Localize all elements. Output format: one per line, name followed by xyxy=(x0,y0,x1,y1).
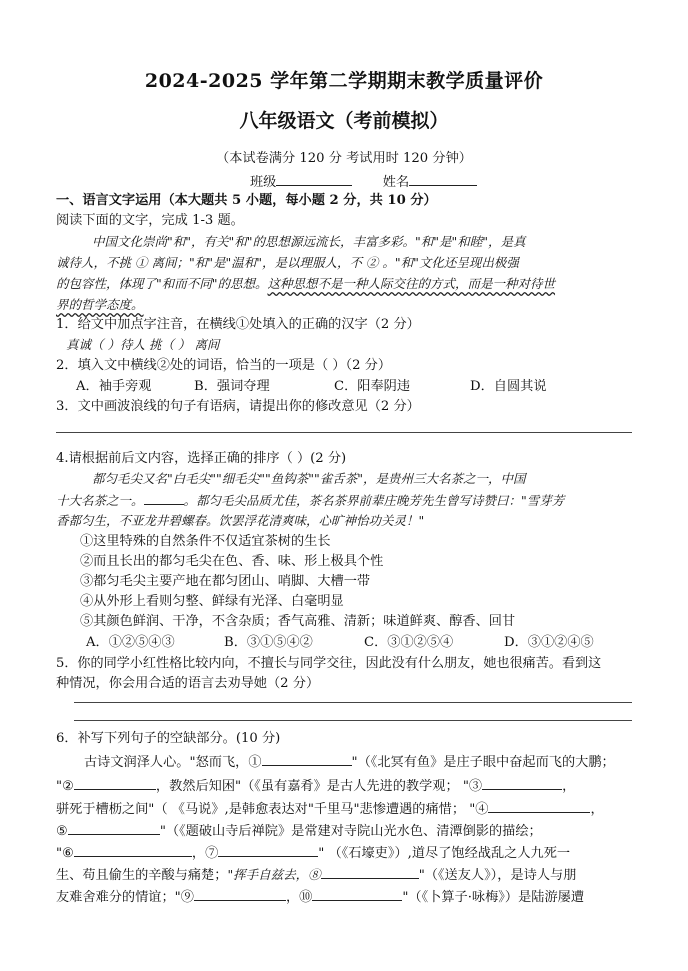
q6-line-3 xyxy=(56,799,636,819)
section1-intro: 阅读下面的文字，完成 1-3 题。 xyxy=(56,213,244,228)
q6-blank-7[interactable] xyxy=(218,843,318,857)
q6-blank-1[interactable] xyxy=(262,752,352,766)
q4-item-3: ③都匀毛尖主要产地在都匀团山、哨脚、大槽一带 xyxy=(80,574,371,589)
question-1-blanks[interactable]: 真诚（ ）待人 挑（ ） 离间 xyxy=(66,337,220,352)
q5-answer-line-2[interactable] xyxy=(74,720,632,721)
q4-passage-line-2 xyxy=(56,491,636,510)
passage-line-2: 诚待人，不挑 ① 离间；"和"是"温和"，是以理服人，不 ② 。"和"文化还呈现出极强 xyxy=(56,255,519,270)
q6-line-5b: ，⑦ xyxy=(191,846,219,861)
student-info xyxy=(250,172,510,192)
question-1: 1．给文中加点字注音，在横线①处填入的正确的汉字（2 分） xyxy=(56,317,420,332)
q4-option-a[interactable]: A．①②⑤④③ xyxy=(86,635,175,650)
q6-blank-10[interactable] xyxy=(312,887,402,901)
question-2: 2．填入文中横线②处的词语，恰当的一项是（ ）（2 分） xyxy=(56,358,392,373)
q6-blank-6[interactable] xyxy=(74,843,192,857)
q4-sort-blank[interactable] xyxy=(144,491,184,505)
question-6-heading: 6．补写下列句子的空缺部分。(10 分) xyxy=(56,731,281,746)
q6-line-7a: 友难舍难分的情谊；"⑨ xyxy=(56,890,194,905)
name-label: 姓名 xyxy=(382,175,410,190)
wavy-sentence-end: 界的哲学态度。 xyxy=(56,297,144,312)
passage-line-3a: 的包容性，体现了"和而不同"的思想。 xyxy=(56,276,268,291)
q2-option-d[interactable]: D．自圆其说 xyxy=(470,379,547,394)
q6-line-5 xyxy=(56,843,636,863)
q6-line-7b: ，⑩ xyxy=(285,890,313,905)
question-5-line-2: 种情况，你会用合适的语言去劝导她（2 分） xyxy=(56,676,320,691)
q6-blank-5[interactable] xyxy=(68,821,160,835)
q6-line-1a: 古诗文润泽人心。"怒而飞，① xyxy=(84,755,262,770)
section1-heading: 一、语言文字运用（本大题共 5 小题，每小题 2 分，共 10 分） xyxy=(56,193,437,208)
q4-passage-line-3: 香都匀生，不亚龙井碧螺春。饮罢浮花清爽味，心旷神怡功关灵！" xyxy=(56,513,425,528)
q6-line-4a: ⑤ xyxy=(56,824,68,839)
q6-blank-8[interactable] xyxy=(321,865,419,879)
question-4: 4.请根据前后文内容，选择正确的排序（ ）(2 分) xyxy=(56,451,347,466)
exam-info: （本试卷满分 120 分 考试用时 120 分钟） xyxy=(216,151,472,166)
q6-line-1 xyxy=(84,752,664,772)
q4-option-c[interactable]: C．③①②⑤④ xyxy=(364,635,454,650)
q5-answer-line-1[interactable] xyxy=(74,702,632,703)
q6-blank-9[interactable] xyxy=(194,887,286,901)
q6-line-4 xyxy=(56,821,636,841)
q6-line-6c: "（《送友人》），是诗人与朋 xyxy=(418,868,577,883)
q6-line-6 xyxy=(56,865,636,885)
passage-line-4 xyxy=(56,296,636,314)
q6-line-7c: "（《卜算子·咏梅》）是陆游屡遭 xyxy=(402,890,585,905)
q4-item-5: ⑤其颜色鲜润、干净，不含杂质；香气高雅、清新；味道鲜爽、醇香、回甘 xyxy=(80,614,516,629)
q4-passage-line-1: 都匀毛尖又名"白毛尖""细毛尖""鱼钩茶""雀舌茶"，是贵州三大名茶之一，中国 xyxy=(92,471,526,486)
name-blank[interactable] xyxy=(409,172,477,186)
q6-blank-2[interactable] xyxy=(74,776,156,790)
q6-line-5a: "⑥ xyxy=(56,846,74,861)
question-5-line-1: 5．你的同学小红性格比较内向，不擅长与同学交往，因此没有什么朋友，她也很痛苦。看到这 xyxy=(56,656,602,671)
q6-blank-4[interactable] xyxy=(488,799,590,813)
class-label: 班级 xyxy=(250,175,277,190)
q3-answer-line[interactable] xyxy=(56,432,632,433)
q4-item-2: ②而且长出的都匀毛尖在色、香、味、形上极具个性 xyxy=(80,554,384,569)
class-blank[interactable] xyxy=(276,172,352,186)
q2-option-c[interactable]: C．阳奉阴违 xyxy=(334,379,411,394)
q6-line-1b: "（《北冥有鱼》是庄子眼中奋起而飞的大鹏； xyxy=(351,755,615,770)
q6-line-5c: " （《石壕吏》）,道尽了饱经战乱之人九死一 xyxy=(318,846,571,861)
q6-line-6b: "挥手自兹去，⑧ xyxy=(227,867,321,882)
exam-subtitle: 八年级语文（考前模拟） xyxy=(239,110,449,132)
q6-line-3b: ， xyxy=(590,802,604,817)
exam-title: 2024-2025 学年第二学期期末教学质量评价 xyxy=(144,70,544,92)
passage-line-3 xyxy=(56,275,636,293)
q6-line-2c: ， xyxy=(562,779,576,794)
q6-blank-3[interactable] xyxy=(482,776,562,790)
q2-option-a[interactable]: A．袖手旁观 xyxy=(76,379,152,394)
question-3: 3．文中画波浪线的句子有语病，请提出你的修改意见（2 分） xyxy=(56,399,420,414)
q6-line-2a: "② xyxy=(56,779,74,794)
q4-passage-line-2a: 十大名茶之一。 xyxy=(56,493,144,508)
q2-option-b[interactable]: B．强词夺理 xyxy=(194,379,270,394)
q4-item-4: ④从外形上看则匀整、鲜绿有光泽、白毫明显 xyxy=(80,594,344,609)
q6-line-7 xyxy=(56,887,636,907)
q4-passage-line-2b: 。都匀毛尖品质尤佳，茶名茶界前辈庄晚芳先生曾写诗赞曰："雪芽芳 xyxy=(183,493,565,508)
wavy-sentence: 这种思想不是一种人际交往的方式，而是一种对待世 xyxy=(267,276,556,291)
q4-item-1: ①这里特殊的自然条件不仅适宜茶树的生长 xyxy=(80,534,331,549)
q4-option-d[interactable]: D．③①②④⑤ xyxy=(504,635,594,650)
q6-line-2b: ，教然后知困"（《虽有嘉肴》是古人先进的教学观； "③ xyxy=(155,779,483,794)
q6-line-2 xyxy=(56,776,636,796)
q6-line-3a: 骈死于槽枥之间"（ 《马说》,是韩愈表达对"千里马"悲惨遭遇的痛惜； "④ xyxy=(56,802,489,817)
q4-option-b[interactable]: B．③①⑤④② xyxy=(224,635,313,650)
q6-line-6a: 生、苟且偷生的辛酸与痛楚； xyxy=(56,868,228,883)
passage-line-1: 中国文化崇尚"和"，有关"和"的思想源远流长，丰富多彩。"和"是"和睦"，是真 xyxy=(92,234,526,249)
q6-line-4b: "（《题破山寺后禅院》是常建对寺院山光水色、清潭倒影的描绘； xyxy=(159,824,542,839)
